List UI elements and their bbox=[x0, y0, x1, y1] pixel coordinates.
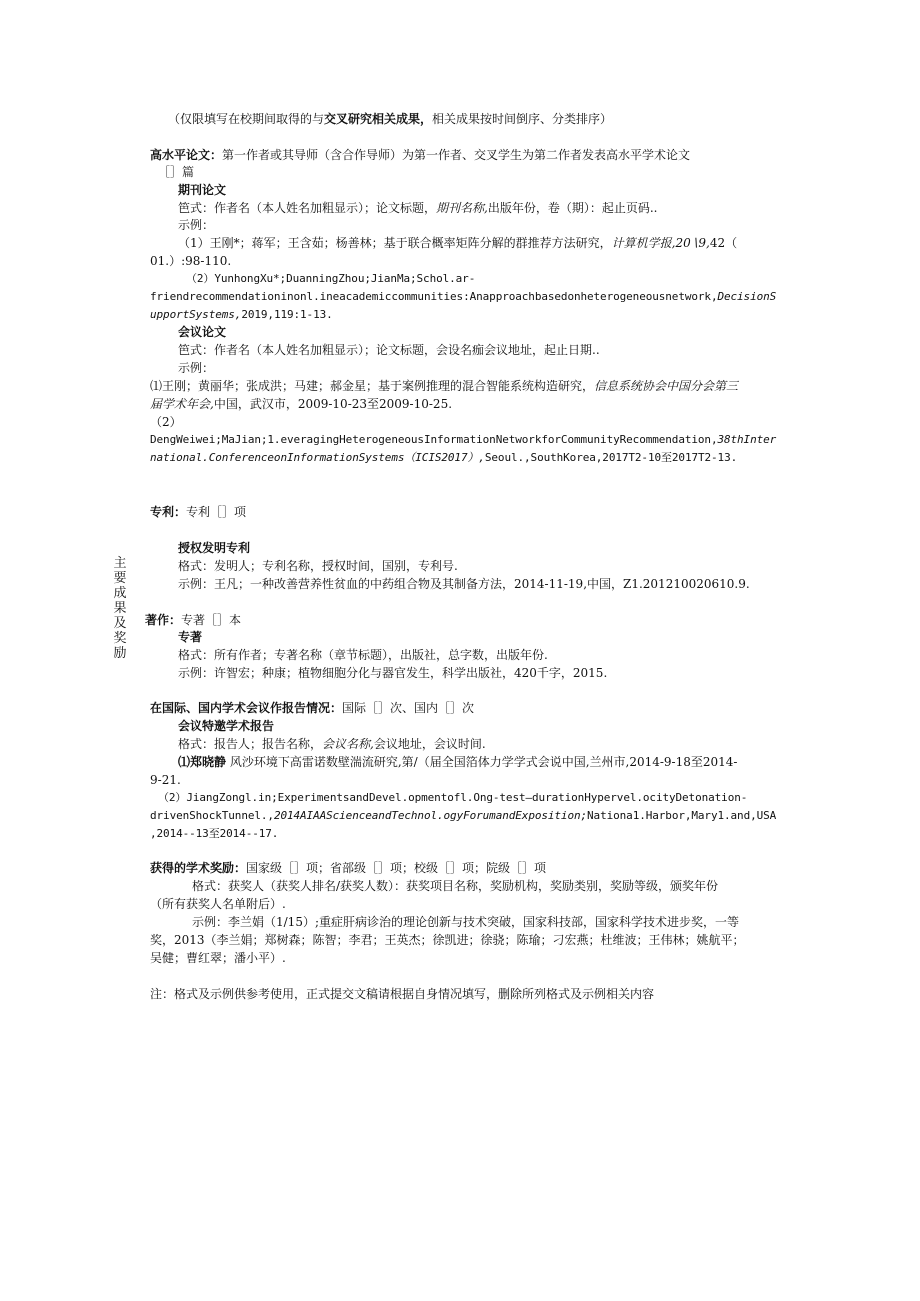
intro-pre: （仅限填写在校期间取得的与 bbox=[168, 112, 325, 126]
conference-example-2-line2: DengWeiwei;MaJian;1.everagingHeterogeneousInformationNetworkforCommunityRecommendation,38thInter bbox=[150, 433, 777, 446]
books-heading-line bbox=[145, 611, 241, 629]
talks-heading-line bbox=[150, 699, 474, 717]
journal-format: 笆式：作者名（本人姓名加粗显示）；论文标题，期刊名称,出版年份，卷（期）：起止页码.. bbox=[178, 201, 658, 215]
talks-heading: 在国际、国内学术会议作报告情况： bbox=[150, 701, 343, 715]
conference-example-label: 示例： bbox=[178, 361, 215, 375]
intro-bold: 交叉研究相关成果， bbox=[324, 112, 433, 126]
conference-example-1: ⑴王刚；黄丽华；张成洪；马建；郝金星；基于案例推理的混合智能系统构造研究，信息系统协会中国分会第三 bbox=[150, 379, 739, 393]
awards-example-line3: 吴健；曹红翠；潘小平）. bbox=[150, 951, 286, 965]
conference-format: 笆式：作者名（本人姓名加粗显示）；论文标题，会设名痂会议地址，起止日期.. bbox=[178, 343, 600, 357]
talks-title: 会议特邀学术报告 bbox=[178, 719, 275, 733]
journal-example-2-line3: upportSystems,2019,119:1-13. bbox=[150, 308, 333, 321]
papers-heading: 高水平论文： bbox=[150, 148, 223, 162]
journal-example-label: 示例： bbox=[178, 218, 215, 232]
talks-example-2-line2: drivenShockTunnel.,2014AIAAScienceandTechnol.ogyForumandExposition;Nationa1.Harbor,Mary1.and,USA bbox=[150, 809, 777, 822]
conference-title: 会议论文 bbox=[178, 325, 227, 339]
awards-example-line2: 奖，2013（李兰娟；郑树森；陈智；李君；王英杰；徐凯进；徐骁；陈瑜；刁宏燕；杜维波；王伟林；姚航平； bbox=[150, 933, 745, 947]
talks-format: 格式：报告人；报告名称，会议名称,会议地址，会议时间. bbox=[178, 737, 486, 751]
talks-example-1-cont: 9-21. bbox=[150, 773, 181, 787]
papers-desc: 第一作者或其导师（含合作导师）为第一作者、交叉学生为第二作者发表高水平学术论文 bbox=[222, 148, 691, 162]
footer-note: 注：格式及示例供参考使用，正式提交文稿请根据自身情况填写，删除所列格式及示例相关内容 bbox=[150, 987, 655, 1001]
papers-count: ［］篇 bbox=[158, 165, 195, 179]
patents-heading: 专利： bbox=[150, 505, 187, 519]
awards-heading-line bbox=[150, 859, 546, 877]
patents-format: 格式：发明人；专利名称，授权时间，国别，专利号. bbox=[178, 559, 458, 573]
conference-example-1-cont: 届学术年会,中国，武汉市，2009-10-23至2009-10-25. bbox=[150, 397, 453, 411]
awards-heading: 获得的学术奖励： bbox=[150, 861, 247, 875]
patents-title: 授权发明专利 bbox=[178, 541, 251, 555]
books-title: 专著 bbox=[178, 630, 203, 644]
patents-example: 示例：王凡；一种改善营养性贫血的中药组合物及其制备方法，2014-11-19,中国，Z1.201210020610.9. bbox=[178, 577, 750, 591]
journal-title: 期刊论文 bbox=[178, 183, 227, 197]
journal-example-1-cont: 01.）:98-110. bbox=[150, 254, 232, 268]
journal-example-1: （1）王刚*；蒋军；王含茹；杨善林；基于联合概率矩阵分解的群推荐方法研究，计算机学报,20∖9,42（ bbox=[178, 236, 738, 250]
books-heading: 著作： bbox=[145, 613, 182, 627]
conference-example-2-line3: national.ConferenceonInformationSystems（ICIS2017）,Seoul.,SouthKorea,2017T2-10至2017T2-13. bbox=[150, 451, 738, 464]
journal-example-2-line2: friendrecommendationinonl.ineacademiccommunities:Anapproachbasedonheterogeneousnetwork,DecisionS bbox=[150, 290, 777, 303]
talks-count: 国际［］次、国内［］次 bbox=[342, 701, 475, 715]
awards-example-line1: 示例：李兰娟（1/15）;重症肝病诊治的理论创新与技术突破，国家科技部，国家科学技术进步奖，一等 bbox=[192, 915, 739, 929]
talks-example-1: ⑴郑晓静 风沙环境下高雷诺数壁湍流研究,第/（届全国箔体力学学式会说中国,兰州市,2014-9-18至2014- bbox=[178, 755, 738, 769]
books-example: 示例：许智宏；种康；植物细胞分化与器官发生，科学出版社，420千字，2015. bbox=[178, 666, 608, 680]
awards-format-line2: （所有获奖人名单附后）. bbox=[150, 897, 286, 911]
side-section-label: 主要成果及奖励 bbox=[113, 556, 127, 661]
intro-line bbox=[168, 110, 612, 128]
awards-format-line1: 格式：获奖人（获奖人排名/获奖人数）：获奖项目名称，奖励机构，奖励类别，奖励等级，颁奖年份 bbox=[192, 879, 719, 893]
patents-heading-line bbox=[150, 503, 246, 521]
awards-count: 国家级［］项；省部级［］项；校级［］项；院级［］项 bbox=[246, 861, 547, 875]
papers-heading-line bbox=[150, 146, 690, 164]
intro-post: 相关成果按时间倒序、分类排序） bbox=[432, 112, 613, 126]
conference-example-2-num: （2） bbox=[150, 415, 182, 429]
books-format: 格式：所有作者；专著名称（章节标题），出版社，总字数，出版年份. bbox=[178, 648, 548, 662]
patents-count: 专利［］项 bbox=[186, 505, 247, 519]
talks-example-2-line1: （2）JiangZongl.in;ExperimentsandDevel.opmentofl.Ong-test—durationHypervel.ocityDetonation- bbox=[158, 791, 748, 804]
journal-example-2-line1: （2）YunhongXu*;DuanningZhou;JianMa;Schol.ar- bbox=[186, 272, 476, 285]
talks-example-2-line3: ,2014--13至2014--17. bbox=[150, 827, 279, 840]
books-count: 专著［］本 bbox=[181, 613, 242, 627]
